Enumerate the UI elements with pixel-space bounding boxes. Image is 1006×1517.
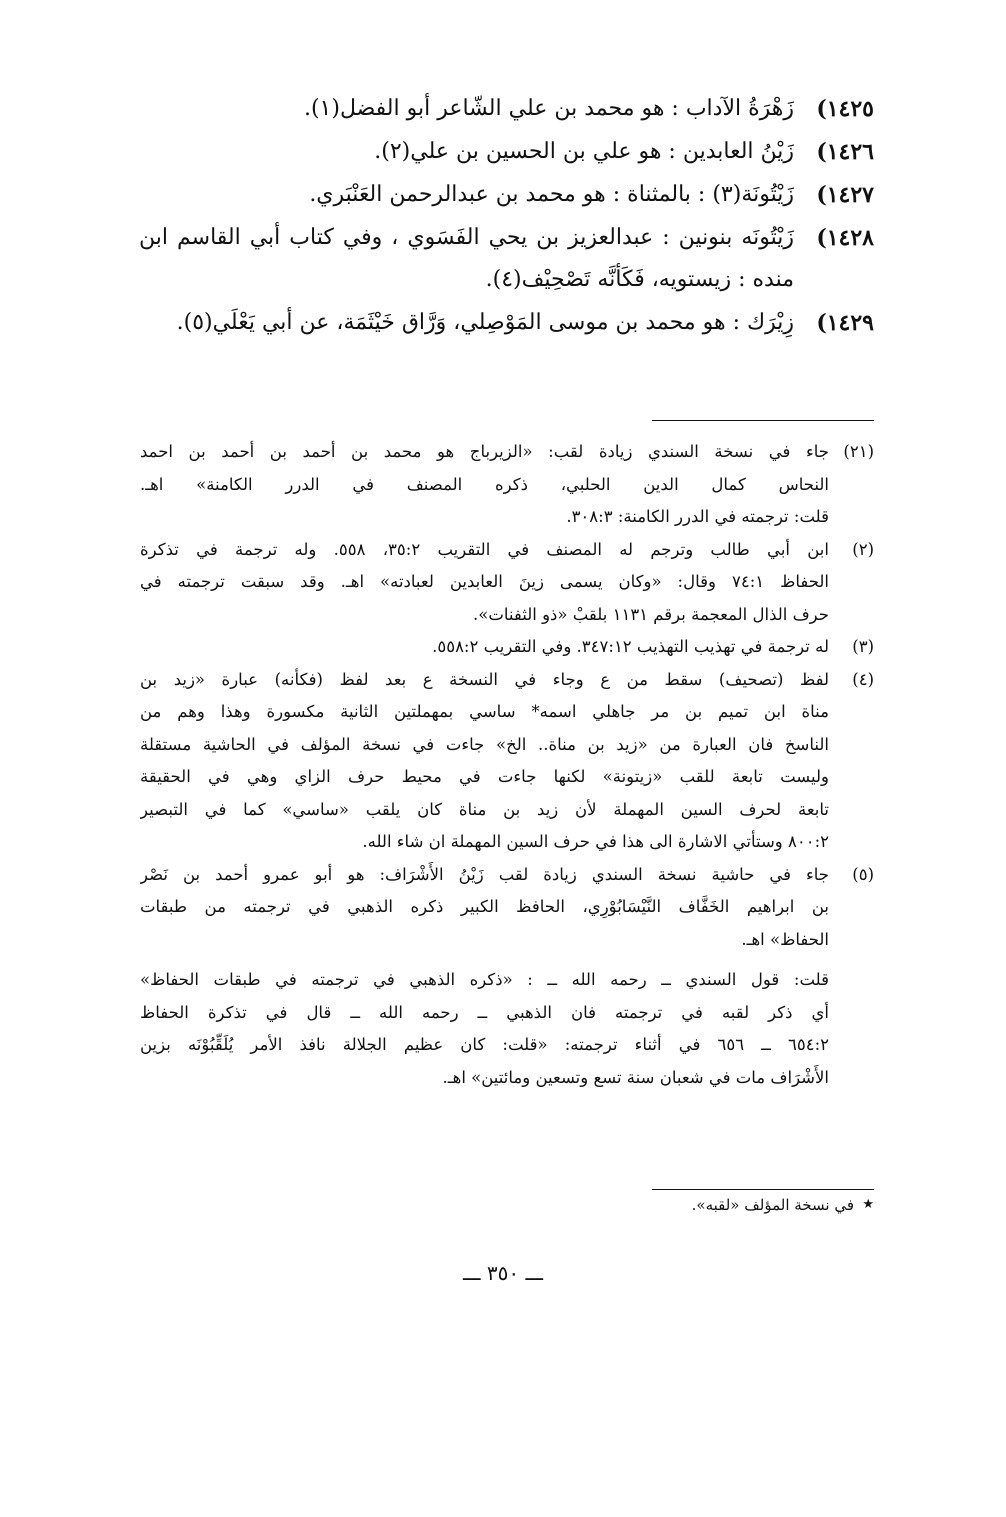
- footnote-number: (٢١): [843, 442, 874, 461]
- footnote-line: لفظ (تصحيف) سقط من ع وجاء في النسخة ع بعد لفظ (فكأنه) عبارة «زيد بن: [140, 669, 829, 689]
- footnote-body: [140, 664, 829, 859]
- footnote-line: الأَشْرَاف مات في شعبان سنة تسع وتسعين ومائتين» اهـ.: [442, 1067, 829, 1087]
- entry-text: زَيْتُونَه بنونين : عبدالعزيز بن يحي الفَسَوي ، وفي كتاب أبي القاسم ابن منده : زيستويه، فَكَأنَّه تَصْحِيْف(٤).: [139, 225, 794, 292]
- entry-1426: [139, 131, 874, 173]
- entry-1429: [139, 302, 874, 344]
- footnote-number: (٤): [852, 669, 874, 689]
- entries-list: [139, 88, 874, 345]
- footnote-line: قلت: قول السندي ــ رحمه الله ــ : «ذكره الذهبي في ترجمته في طبقات الحفاظ»: [140, 970, 829, 989]
- footnote-line: أي ذكر لقبه في ترجمته فان الذهبي ــ رحمه الله ــ قال في تذكرة الحفاظ: [140, 1002, 829, 1022]
- star-note-separator: [652, 1189, 874, 1190]
- footnotes-section: [140, 436, 874, 1094]
- footnote-number: (٥): [852, 864, 874, 884]
- footnote-number: (٣): [852, 637, 874, 656]
- footnote: [140, 664, 874, 859]
- footnote: [140, 631, 874, 664]
- entry-1425: [139, 88, 874, 130]
- footnote: [140, 436, 874, 534]
- star-icon: ★: [862, 1197, 874, 1212]
- footnote-line: النحاس كمال الدين الحلبي، ذكره المصنف في الدرر الكامنة» اهـ.: [140, 474, 829, 494]
- star-note: [140, 1192, 874, 1218]
- footnote-body: [140, 631, 829, 664]
- footnote-line: الناسخ فان العبارة من «زيد بن مناة.. الخ» جاءت في نسخة المؤلف في الحاشية مستقلة: [140, 734, 829, 754]
- footnote: [140, 534, 874, 632]
- footnote-line: الحفاظ» اهـ.: [741, 929, 829, 949]
- footnote-line: مناة ابن تميم بن مر جاهلي اسمه* ساسي بمهملتين الثانية مكسورة وهذا وهم من: [140, 702, 829, 721]
- paragraph-gap: [140, 956, 829, 964]
- footnote-line: ٦٥٤:٢ ــ ٦٥٦ في أثناء ترجمته: «قلت: كان عظيم الجلالة نافذ الأمر يُلَقِّبُوْنَه بزين: [140, 1035, 829, 1054]
- footnote-line: حرف الذال المعجمة برقم ١١٣١ بلقبْ «ذو الثفنات».: [473, 604, 829, 624]
- footnote-line: تابعة لحرف السين المهملة لأن زيد بن مناة كان يلقب «ساسي» كما في التبصير: [140, 799, 829, 819]
- footnote-body: [140, 436, 829, 534]
- footnote-separator: [652, 420, 874, 421]
- footnote-line: بن ابراهيم الخَفَّاف النَّيْسَابُوْرِي، الحافظ الكبير ذكره الذهبي في ترجمته من طبقات: [140, 897, 829, 916]
- footnote-line: ابن أبي طالب وترجم له المصنف في التقريب ٣٥:٢، ٥٥٨. وله ترجمة في تذكرة: [140, 539, 829, 559]
- footnote-line: جاء في نسخة السندي زيادة لقب: «الزيرباج هو محمد بن أحمد بن أحمد بن احمد: [140, 442, 829, 461]
- footnote-line: الحفاظ ٧٤:١ وقال: «وكان يسمى زينَ العابدين لعبادته» اهـ. وقد سبقت ترجمته في: [140, 572, 829, 591]
- footnote-body: [140, 859, 829, 1095]
- footnote-line: له ترجمة في تهذيب التهذيب ٣٤٧:١٢. وفي التقريب ٥٥٨:٢.: [432, 637, 829, 656]
- entry-number: ١٤٢٦): [816, 139, 874, 165]
- footnote-line: ٨٠٠:٢ وستأتي الاشارة الى هذا في حرف السين المهملة ان شاء الله.: [362, 832, 829, 851]
- footnote-number: (٢): [852, 539, 874, 559]
- page-number: ـــ ٣٥٠ ـــ: [462, 1261, 544, 1285]
- footnote-line: جاء في حاشية نسخة السندي زيادة لقب زَيْنُ الأَشْرَاف: هو أبو عمرو أحمد بن نَصْر: [140, 864, 829, 884]
- footnote-line: وليست تابعة للقب «زيتونة» لكنها جاءت في محيط حرف الزاي وهي في الحقيقة: [140, 767, 829, 786]
- entry-1427: [139, 174, 874, 216]
- entry-number: ١٤٢٧): [816, 182, 874, 208]
- entry-text: زَيْتُونَة(٣) : بالمثناة : هو محمد بن عبدالرحمن العَنْبَري.: [309, 182, 794, 207]
- footnote: [140, 859, 874, 1095]
- star-note-text: في نسخة المؤلف «لقبه».: [691, 1196, 854, 1214]
- entry-number: ١٤٢٨): [816, 225, 874, 251]
- entry-text: زَيْنُ العابدين : هو علي بن الحسين بن علي(٢).: [374, 139, 794, 164]
- entry-number: ١٤٢٩): [816, 310, 874, 336]
- entry-1428: [139, 217, 874, 301]
- entry-text: زَهْرَةُ الآداب : هو محمد بن علي الشّاعر أبو الفضل(١).: [303, 96, 794, 121]
- entry-number: ١٤٢٥): [816, 96, 874, 122]
- footnote-line: قلت: ترجمته في الدرر الكامنة: ٣٠٨:٣.: [566, 507, 829, 526]
- entry-text: زِيْرَك : هو محمد بن موسى المَوْصِلي، وَرَّاق خَيْثَمَة، عن أبي يَعْلَي(٥).: [176, 310, 794, 335]
- footnote-body: [140, 534, 829, 632]
